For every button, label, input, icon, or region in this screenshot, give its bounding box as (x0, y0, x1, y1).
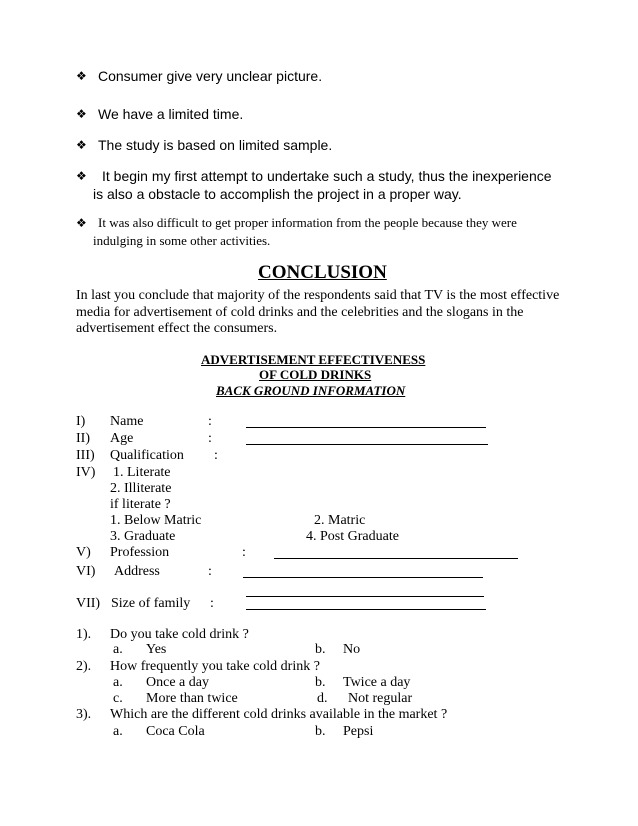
limitation-item-continued: is also a obstacle to accomplish the project in a proper way. (93, 186, 462, 202)
option-no[interactable]: No (343, 642, 361, 657)
limitation-item-continued: indulging in some other activities. (93, 233, 271, 248)
question-number: 2). (76, 659, 92, 674)
field-number: V) (76, 545, 91, 560)
colon: : (242, 545, 246, 560)
field-number: VI) (76, 564, 96, 579)
limitation-item: Consumer give very unclear picture. (98, 68, 323, 84)
family-size-label: Size of family (111, 596, 191, 611)
illiterate-option[interactable]: 2. Illiterate (110, 481, 172, 496)
option-key: a. (113, 675, 123, 690)
field-number: IV) (76, 465, 96, 480)
option-key: c. (113, 691, 123, 706)
bullet-icon: ❖ (76, 138, 87, 152)
limitation-item: The study is based on limited sample. (98, 137, 333, 153)
conclusion-line: In last you conclude that majority of the respondents said that TV is the most effective (76, 288, 560, 303)
address-field-line-1[interactable] (243, 577, 483, 578)
bullet-icon: ❖ (76, 69, 87, 83)
field-number: VII) (76, 596, 101, 611)
option-not-regular[interactable]: Not regular (348, 691, 413, 706)
conclusion-line: media for advertisement of cold drinks and the celebrities and the slogans in the (76, 305, 524, 320)
colon: : (208, 431, 212, 446)
name-field-line[interactable] (246, 427, 486, 428)
address-label: Address (114, 564, 160, 579)
colon: : (208, 414, 212, 429)
limitation-item: It begin my first attempt to undertake such a study, thus the inexperience (102, 168, 552, 184)
literate-option[interactable]: 1. Literate (113, 465, 171, 480)
limitation-item: It was also difficult to get proper information from the people because they were (98, 215, 517, 230)
option-twice-a-day[interactable]: Twice a day (343, 675, 411, 690)
below-matric-option[interactable]: 1. Below Matric (110, 513, 202, 528)
qualification-label: Qualification (110, 448, 184, 463)
colon: : (214, 448, 218, 463)
bullet-icon: ❖ (76, 216, 87, 230)
bullet-icon: ❖ (76, 107, 87, 121)
option-once-a-day[interactable]: Once a day (146, 675, 209, 690)
questionnaire-subtitle: OF COLD DRINKS (259, 367, 372, 382)
graduate-option[interactable]: 3. Graduate (110, 529, 176, 544)
option-more-than-twice[interactable]: More than twice (146, 691, 238, 706)
address-field-line-2[interactable] (246, 596, 484, 597)
option-key: a. (113, 642, 123, 657)
age-label: Age (110, 431, 134, 446)
conclusion-line: advertisement effect the consumers. (76, 321, 278, 336)
name-label: Name (110, 414, 144, 429)
question-number: 3). (76, 707, 92, 722)
option-key: b. (315, 724, 326, 739)
post-graduate-option[interactable]: 4. Post Graduate (306, 529, 399, 544)
question-text: Which are the different cold drinks available in the market ? (110, 707, 448, 722)
option-key: b. (315, 675, 326, 690)
colon: : (210, 596, 214, 611)
if-literate-label: if literate ? (110, 497, 171, 512)
colon: : (208, 564, 212, 579)
option-pepsi[interactable]: Pepsi (343, 724, 374, 739)
conclusion-heading: CONCLUSION (258, 262, 387, 283)
family-size-field-line[interactable] (246, 609, 486, 610)
option-key: d. (317, 691, 328, 706)
question-number: 1). (76, 627, 92, 642)
matric-option[interactable]: 2. Matric (314, 513, 366, 528)
question-text: How frequently you take cold drink ? (110, 659, 320, 674)
option-key: b. (315, 642, 326, 657)
option-key: a. (113, 724, 123, 739)
option-yes[interactable]: Yes (146, 642, 167, 657)
profession-label: Profession (110, 545, 170, 560)
profession-field-line[interactable] (274, 558, 518, 559)
section-heading: BACK GROUND INFORMATION (216, 383, 406, 398)
bullet-icon: ❖ (76, 169, 87, 183)
questionnaire-title: ADVERTISEMENT EFFECTIVENESS (201, 352, 426, 367)
field-number: II) (76, 431, 90, 446)
field-number: I) (76, 414, 86, 429)
field-number: III) (76, 448, 95, 463)
limitation-item: We have a limited time. (98, 106, 244, 122)
age-field-line[interactable] (246, 444, 488, 445)
question-text: Do you take cold drink ? (110, 627, 249, 642)
option-coca-cola[interactable]: Coca Cola (146, 724, 205, 739)
